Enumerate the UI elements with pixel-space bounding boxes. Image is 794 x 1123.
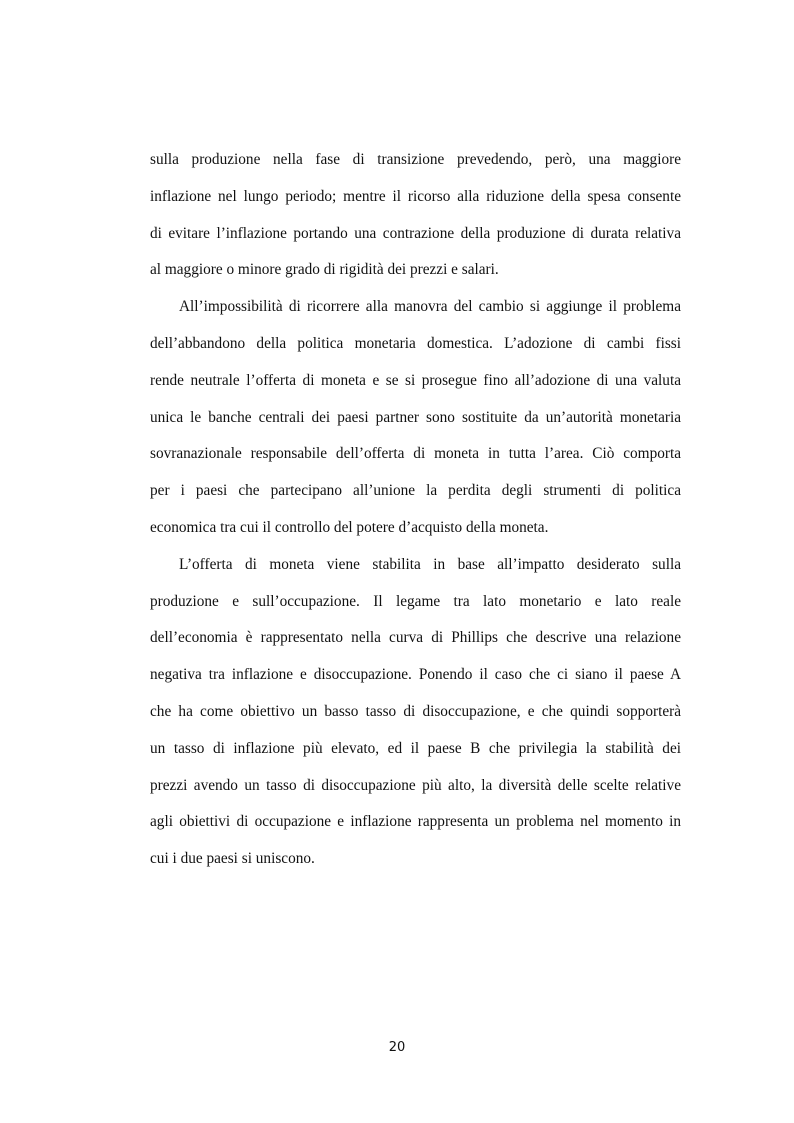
paragraph-2 [150,289,681,547]
text-line: un tasso di inflazione più elevato, ed il paese B che privilegia la stabilità dei [150,739,681,757]
text-line: agli obiettivi di occupazione e inflazione rappresenta un problema nel momento in [150,813,681,831]
text-line: unica le banche centrali dei paesi partner sono sostituite da un’autorità monetaria [150,408,681,426]
text-line: produzione e sull’occupazione. Il legame tra lato monetario e lato reale [150,592,681,610]
paragraph-1 [150,142,681,289]
text-line: che ha come obiettivo un basso tasso di disoccupazione, e che quindi sopporterà [150,702,681,720]
page-number: 20 [388,1040,406,1055]
text-line: prezzi avendo un tasso di disoccupazione più alto, la diversità delle scelte relative [150,776,681,794]
text-line: dell’abbandono della politica monetaria domestica. L’adozione di cambi fissi [150,334,681,352]
text-line: al maggiore o minore grado di rigidità dei prezzi e salari. [150,261,499,279]
text-line: per i paesi che partecipano all’unione la perdita degli strumenti di politica [150,482,681,500]
text-line: L’offerta di moneta viene stabilita in base all’impatto desiderato sulla [179,555,681,573]
text-line: di evitare l’inflazione portando una contrazione della produzione di durata relativa [150,224,681,242]
text-line: cui i due paesi si uniscono. [150,850,315,868]
text-line: rende neutrale l’offerta di moneta e se si prosegue fino all’adozione di una valuta [150,371,681,389]
text-line: All’impossibilità di ricorrere alla manovra del cambio si aggiunge il problema [179,298,681,316]
text-line: economica tra cui il controllo del potere d’acquisto della moneta. [150,518,549,536]
paragraph-3 [150,547,681,878]
text-line: sulla produzione nella fase di transizione prevedendo, però, una maggiore [150,151,681,168]
text-line: dell’economia è rappresentato nella curva di Phillips che descrive una relazione [150,629,681,647]
text-line: negativa tra inflazione e disoccupazione. Ponendo il caso che ci siano il paese A [150,666,681,684]
text-line: sovranazionale responsabile dell’offerta di moneta in tutta l’area. Ciò comporta [150,445,681,463]
page-body [150,142,681,878]
text-line: inflazione nel lungo periodo; mentre il ricorso alla riduzione della spesa consente [150,187,681,205]
